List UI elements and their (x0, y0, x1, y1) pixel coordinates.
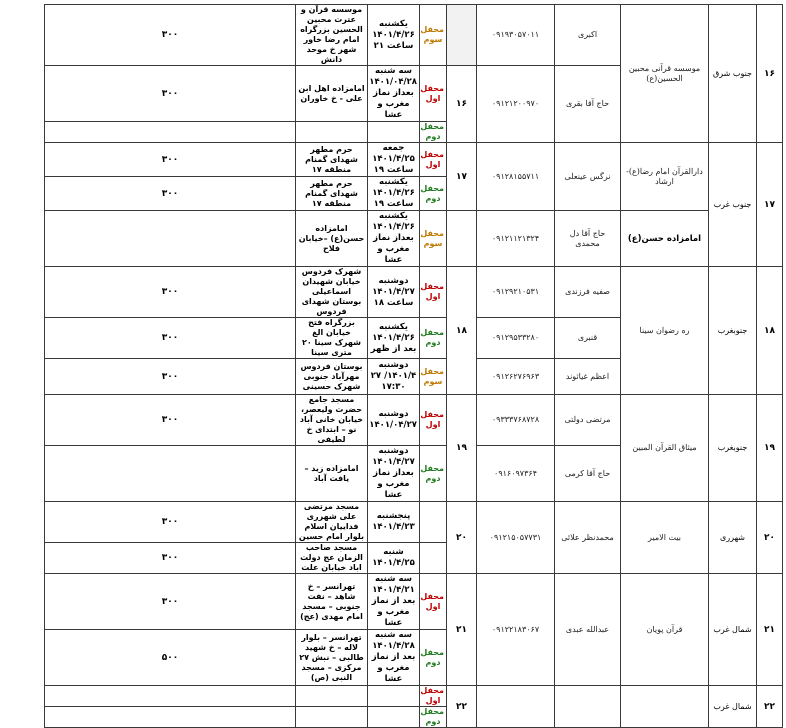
institute-cell: میثاق القرآن المبین (621, 395, 709, 502)
table-row (5, 5, 783, 66)
session-time: ساعت ۱۹ (373, 165, 414, 175)
session-address: امامزاده زید – یافت آباد (296, 446, 368, 502)
session-time: ساعت ۱۸ (373, 297, 414, 308)
session-label: محفل اول (420, 143, 447, 177)
contact-name: حاج آقا کرمی (555, 446, 621, 502)
contact-phone: ۰۹۱۲۹۵۳۳۲۸۰ (477, 318, 555, 359)
session-address: شهرک فردوس خیابان شهیدان اسماعیلی بوستان شهدای فردوس (296, 267, 368, 318)
session-time: بعداز نماز مغرب و عشا (373, 468, 414, 500)
contact-name: اعظم غیاثوند (555, 359, 621, 395)
group-index: ۱۶ (757, 5, 783, 143)
session-date: یکشنبه ۱۴۰۱/۴/۲۶ (372, 211, 415, 232)
contact-name: حاج آقا بقری (555, 66, 621, 143)
contact-phone: ۰۹۱۶۰۹۷۳۶۴ (477, 446, 555, 502)
session-date: پنجشنبه ۱۴۰۱/۴/۲۳ (368, 502, 420, 543)
group-index: ۱۸ (757, 267, 783, 395)
table-row (5, 686, 783, 707)
amount-cell: ۳۰۰ (45, 574, 296, 630)
session-time: بعداز نماز مغرب و عشا (373, 233, 414, 265)
region-cell: جنوب غرب (709, 143, 757, 267)
institute-cell: بیت الامیر (621, 502, 709, 574)
session-label: محفل سوم (420, 359, 447, 395)
session-date: یکشنبه ۱۴۰۱/۴/۲۶ (372, 321, 415, 343)
session-address: مسجد صاحب الزمان عج دولت اباد خیابان علت (296, 543, 368, 574)
institute-cell: امامزاده حسن(ع) (621, 211, 709, 267)
session-label: محفل اول (420, 574, 447, 630)
group-number: ۱۹ (447, 395, 477, 502)
amount-cell: ۳۰۰ (45, 318, 296, 359)
session-label: محفل سوم (420, 211, 447, 267)
session-address: تهرانسر – خ شاهد – نفت جنوبی – مسجد امام مهدی (عج) (296, 574, 368, 630)
session-time: بعداز نماز مغرب و عشا (373, 88, 414, 120)
table-row (5, 574, 783, 630)
region-cell: شمال غرب (709, 574, 757, 686)
session-date: دوشنبه ۱۴۰۱/۰۴/۲۷ (369, 409, 417, 430)
contact-name: قنبری (555, 318, 621, 359)
contact-phone: ۰۹۱۹۳۰۵۷۰۱۱ (477, 5, 555, 66)
amount-cell: ۳۰۰ (45, 177, 296, 211)
amount-cell (45, 446, 296, 502)
contact-phone: ۰۹۱۲۸۱۵۵۷۱۱ (477, 143, 555, 211)
group-number: ۱۶ (447, 66, 477, 143)
amount-cell: ۳۰۰ (45, 359, 296, 395)
group-number: ۱۷ (447, 143, 477, 211)
amount-cell: ۳۰۰ (45, 267, 296, 318)
group-index: ۱۹ (757, 395, 783, 502)
session-date: جمعه ۱۴۰۱/۴/۲۵ (372, 143, 415, 164)
contact-name: محمدنظر علائی (555, 502, 621, 574)
amount-cell: ۳۰۰ (45, 395, 296, 446)
region-cell: شهرری (709, 502, 757, 574)
session-date: دوشنبه ۱۴۰۱/۴/۲۷ (372, 446, 415, 467)
contact-name: مرتضی دولتی (555, 395, 621, 446)
session-label: محفل دوم (420, 177, 447, 211)
session-address: مهرآباد جنوبی شهرک حسینی (302, 371, 361, 391)
session-date: سه شنبه ۱۴۰۱/۴/۲۱ (372, 574, 415, 595)
amount-cell (45, 211, 296, 267)
session-label: محفل دوم (420, 318, 447, 359)
group-number: ۲۱ (447, 574, 477, 686)
institute-cell: قرآن پویان (621, 574, 709, 686)
session-label: محفل اول (420, 395, 447, 446)
schedule-sheet (4, 4, 782, 726)
table-row (5, 211, 783, 267)
contact-name: صفیه فرزندی (555, 267, 621, 318)
contact-name: اکبری (555, 5, 621, 66)
table-row (5, 267, 783, 318)
session-label: محفل دوم (420, 707, 447, 728)
session-time: ساعت ۲۱ (373, 40, 414, 51)
amount-cell: ۳۰۰ (45, 143, 296, 177)
contact-phone: ۰۹۱۲۱۱۲۱۳۲۴ (477, 211, 555, 267)
session-time: ساعت ۱۹ (373, 199, 414, 209)
group-index: ۲۰ (757, 502, 783, 574)
session-address: امامزاده اهل ابن علی - خ خاوران (296, 66, 368, 122)
session-address: حرم مطهر شهدای گمنام منطقه ۱۷ (296, 177, 368, 211)
session-date: شنبه ۱۴۰۱/۴/۲۵ (368, 543, 420, 574)
session-address: تهرانسر – بلوار لاله – خ شهید طالبی – نبش ۲۷ مرکزی – مسجد النبی (ص) (296, 630, 368, 686)
table-row (5, 502, 783, 543)
contact-phone: ۰۹۳۳۳۷۶۸۷۲۸ (477, 395, 555, 446)
session-time: بعد از ظهر (370, 343, 417, 354)
session-date: دوشنبه ۱۴۰۱/۴/ ۲۷ (370, 360, 417, 381)
table-row (5, 143, 783, 177)
session-label: محفل اول (420, 686, 447, 707)
session-date: یکشنبه ۱۴۰۱/۴/۲۶ (372, 177, 415, 198)
contact-phone: ۰۹۱۲۶۲۷۶۹۶۳ (477, 359, 555, 395)
contact-phone: ۰۹۱۲۹۲۱۰۵۳۱ (477, 267, 555, 318)
session-date: سه شنبه ۱۴۰۱/۰۴/۲۸ (369, 66, 417, 87)
session-label: محفل سوم (420, 5, 447, 66)
region-cell: جنوبغرب (709, 267, 757, 395)
contact-name: عبدالله عبدی (555, 574, 621, 686)
session-label: محفل دوم (420, 630, 447, 686)
contact-name: نرگس عینعلی (555, 143, 621, 211)
session-date: یکشنبه ۱۴۰۱/۴/۲۶ (372, 18, 415, 40)
amount-cell: ۳۰۰ (45, 543, 296, 574)
session-time: ۱۷:۳۰ (381, 382, 406, 392)
region-cell: شمال غرب (709, 686, 757, 728)
session-label: محفل اول (420, 66, 447, 122)
session-address: بوستان فردوس (300, 361, 363, 371)
institute-cell: موسسه قرآنی محبین الحسین(ع) (621, 5, 709, 143)
group-index: ۲۲ (757, 686, 783, 728)
session-label: محفل اول (420, 267, 447, 318)
region-cell: جنوبغرب (709, 395, 757, 502)
amount-cell: ۳۰۰ (45, 502, 296, 543)
session-address: بزرگراه فتح خیابان الغ شهرک سینا ۲۰ متری سینا (296, 318, 368, 359)
session-time: بعد از نماز مغرب و عشا (371, 652, 416, 684)
session-time: بعد از نماز مغرب و عشا (371, 596, 416, 628)
table-row (5, 395, 783, 446)
session-address: مسجد مرتضی علی شهرری فداییان اسلام بلوار امام حسین (296, 502, 368, 543)
group-number: ۲۲ (447, 686, 477, 728)
session-date: سه شنبه ۱۴۰۱/۴/۲۸ (372, 630, 415, 651)
contact-name: حاج آقا دل محمدی (555, 211, 621, 267)
group-number: ۲۰ (447, 502, 477, 574)
contact-phone: ۰۹۱۲۲۱۸۳۰۶۷ (477, 574, 555, 686)
session-address: حرم مطهر شهدای گمنام منطقه ۱۷ (296, 143, 368, 177)
session-label: محفل دوم (420, 446, 447, 502)
institute-cell: دارالقرآن امام رضا(ع)-ارشاد (621, 143, 709, 211)
institute-cell: ره رضوان سینا (621, 267, 709, 395)
group-index: ۱۷ (757, 143, 783, 267)
amount-cell: ۳۰۰ (45, 66, 296, 122)
session-date: دوشنبه ۱۴۰۱/۴/۲۷ (372, 275, 415, 297)
session-label: محفل دوم (420, 122, 447, 143)
contact-phone: ۰۹۱۲۱۲۰۰۹۷۰ (477, 66, 555, 143)
session-address: موسسه قرآن و عترت محبین الحسین بزرگراه امام رضا خاور شهر خ موحد دانش (296, 5, 368, 66)
session-address: مسجد جامع حضرت ولیعصر، خیابان خانی آباد نو – ابتدای خ لطیفی (296, 395, 368, 446)
region-cell: جنوب شرق (709, 5, 757, 143)
schedule-table (4, 4, 783, 728)
amount-cell: ۵۰۰ (45, 630, 296, 686)
amount-cell: ۳۰۰ (45, 5, 296, 66)
group-index: ۲۱ (757, 574, 783, 686)
session-address: امامزاده حسن(ع) –خیابان فلاح (296, 211, 368, 267)
contact-phone: ۰۹۱۲۱۵۰۵۷۷۳۱ (477, 502, 555, 574)
group-number: ۱۸ (447, 267, 477, 395)
